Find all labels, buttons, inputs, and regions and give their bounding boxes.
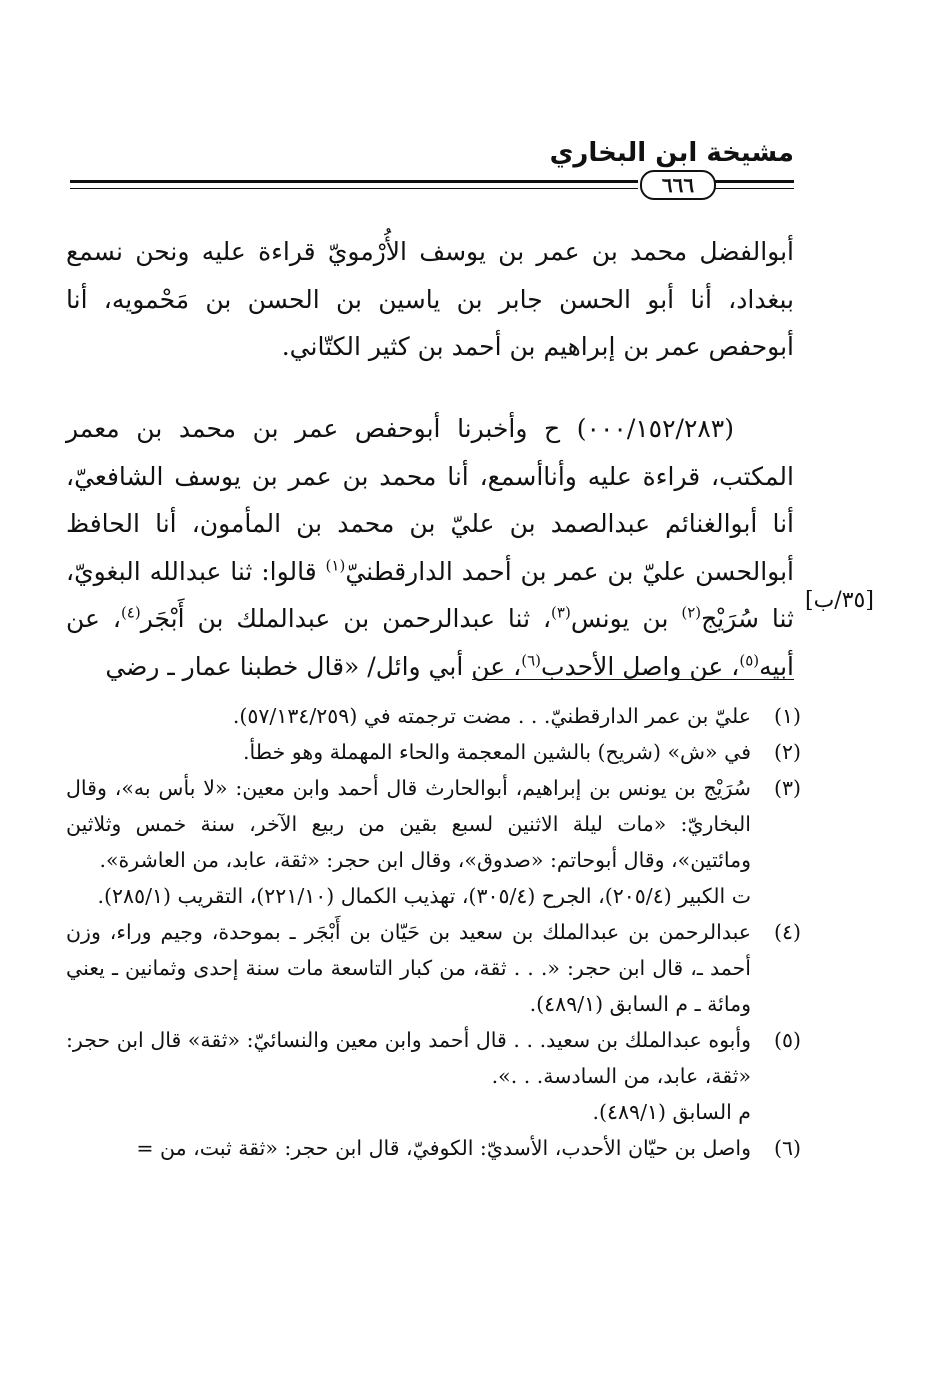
footnote-number: (١) — [773, 704, 801, 728]
footnote-number: (٥) — [773, 1028, 801, 1052]
page-header — [70, 130, 794, 210]
footnote-sources: م السابق (٤٨٩/١). — [592, 1100, 751, 1124]
footnotes — [66, 698, 801, 1166]
paragraph-2-part-4: ، ثنا عبدالرحمن بن عبدالملك بن أَبْجَر — [140, 604, 552, 633]
footnote-ref-2: (٢) — [681, 603, 702, 622]
footnote-ref-4: (٤) — [120, 603, 141, 622]
paragraph-2-text — [66, 405, 794, 690]
paragraph-1-text: أبوالفضل محمد بن عمر بن يوسف الأُرْمويّ قراءة عليه ونحن نسمع ببغداد، أنا أبو الحسن جابر بن ياسين بن الحسن بن مَحْمويه، أنا أبوحفص عمر بن إبراهيم بن أحمد بن كثير الكتّاني. — [66, 237, 794, 361]
main-paragraph-1 — [66, 228, 794, 371]
paragraph-2-part-7: ، عن أبي وائل/ «قال خطبنا عمار ـ رضي — [105, 651, 522, 681]
header-rule-right — [714, 180, 794, 189]
page-number: ٦٦٦ — [640, 170, 716, 200]
footnote-ref-3: (٣) — [551, 603, 571, 622]
paragraph-2-part-3: بن يونس — [570, 604, 682, 633]
footnote-ref-5: (٥) — [739, 651, 760, 670]
main-paragraph-2 — [66, 405, 794, 690]
footnote-number: (٤) — [773, 920, 801, 944]
footnote-text: وأبوه عبدالملك بن سعيد. . . قال أحمد وابن معين والنسائيّ: «ثقة» قال ابن حجر: «ثقة، عابد، من السادسة. . .». — [66, 1028, 751, 1088]
footnote-item — [66, 914, 801, 1022]
footnote-item — [66, 698, 801, 734]
footnote-text: سُرَيْج بن يونس بن إبراهيم، أبوالحارث قال أحمد وابن معين: «لا بأس به»، وقال البخاريّ: «مات ليلة الاثنين لسبع بقين من ربيع الآخر، سنة خمس وثلاثين ومائتين»، وقال أبوحاتم: «صدوق»، وقال ابن حجر: «ثقة، عابد، من العاشرة». — [66, 776, 751, 872]
footnote-number: (٢) — [773, 740, 801, 764]
footnote-item — [66, 1130, 801, 1166]
footnote-sources: ت الكبير (٢٠٥/٤)، الجرح (٣٠٥/٤)، تهذيب الكمال (٢٢١/١٠)، التقريب (٢٨٥/١). — [97, 884, 751, 908]
footnote-item — [66, 770, 801, 914]
paragraph-2-part-5: ، عن أبيه — [66, 604, 794, 681]
footnote-item — [66, 1022, 801, 1130]
book-title: مشيخة ابن البخاري — [549, 138, 794, 168]
footnote-number: (٣) — [773, 776, 801, 800]
footnote-text: عبدالرحمن بن عبدالملك بن سعيد بن حَيّان بن أَبْجَر ـ بموحدة، وجيم وراء، وزن أحمد ـ، قال ابن حجر: «. . . ثقة، من كبار التاسعة مات سنة إحدى وثمانين ـ يعني ومائة ـ م السابق (٤٨٩/١). — [66, 920, 751, 1016]
footnote-text: واصل بن حيّان الأحدب، الأسديّ: الكوفيّ، قال ابن حجر: «ثقة ثبت، من = — [136, 1136, 751, 1160]
footnote-ref-1: (١) — [325, 556, 346, 575]
footnote-number: (٦) — [773, 1136, 801, 1160]
header-rule-left — [70, 180, 638, 189]
footnote-separator — [472, 679, 794, 680]
paragraph-2-part-6: ، عن واصل الأحدب — [541, 651, 740, 681]
manuscript-margin-note: [٣٥/ب] — [805, 588, 874, 613]
footnote-item — [66, 734, 801, 770]
footnote-ref-6: (٦) — [521, 651, 541, 670]
paragraph-2-part-2: قالوا: ثنا عبدالله البغويّ، ثنا سُرَيْج — [66, 556, 794, 633]
footnote-text: في «ش» (شريح) بالشين المعجمة والحاء المهملة وهو خطأ. — [243, 740, 751, 764]
footnote-text: عليّ بن عمر الدارقطنيّ. . . مضت ترجمته في (٥٧/١٣٤/٢٥٩). — [232, 704, 751, 728]
paragraph-2-part-1: (٠٠٠/١٥٢/٢٨٣) ح وأخبرنا أبوحفص عمر بن محمد بن معمر المكتب، قراءة عليه وأناأسمع، أنا محمد بن عمر بن يوسف الشافعيّ، أنا أبوالغنائم عبدالصمد بن عليّ بن محمد بن المأمون، أنا الحافظ أبوالحسن عليّ بن عمر بن أحمد الدارقطنيّ — [66, 414, 794, 586]
header-rule — [70, 170, 794, 200]
